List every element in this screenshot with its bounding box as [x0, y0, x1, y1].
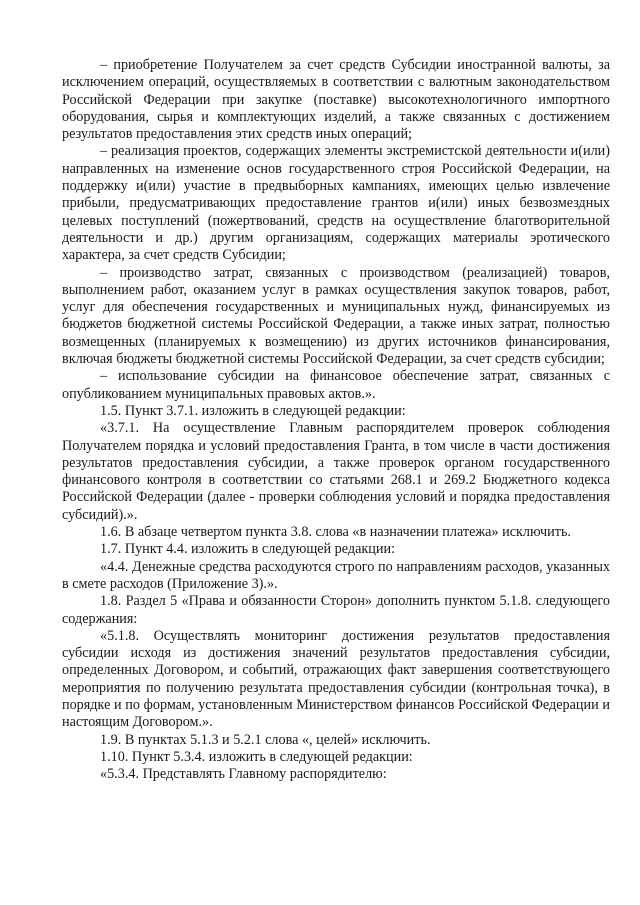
paragraph-item-1-10: 1.10. Пункт 5.3.4. изложить в следующей редакции: [100, 748, 413, 765]
paragraph-extremist-projects: – реализация проектов, содержащих элементы экстремистской деятельности и(или) направленных на изменение основ государственного строя Российской Федерации, на поддержку и(или) участие в предвыборных кампаниях, имеющих целью извлечение прибыли, предусматривающих предоставление грантов и(или) иных безвозмездных целевых поступлений (пожертвований, средств на осуществление благотворительной деятельности и др.) другим организациям, содержащих материалы эротического характера, за счет средств Субсидии; [62, 143, 610, 264]
paragraph-item-1-9: 1.9. В пунктах 5.1.3 и 5.2.1 слова «, целей» исключить. [100, 731, 431, 748]
paragraph-clause-5-3-4: «5.3.4. Представлять Главному распорядителю: [100, 766, 387, 783]
paragraph-item-1-8: 1.8. Раздел 5 «Права и обязанности Сторон» дополнить пунктом 5.1.8. следующего содержания: [62, 593, 610, 627]
paragraph-item-1-6: 1.6. В абзаце четвертом пункта 3.8. слова «в назначении платежа» исключить. [100, 524, 571, 541]
paragraph-legal-acts-publication: – использование субсидии на финансовое обеспечение затрат, связанных с опубликованием муниципальных правовых актов.». [62, 368, 610, 402]
paragraph-currency-purchase: – приобретение Получателем за счет средств Субсидии иностранной валюты, за исключением операций, осуществляемых в соответствии с валютным законодательством Российской Федерации при закупке (поставке) высокотехнологичного импортного оборудования, сырья и комплектующих изделий, а также связанных с достижением результатов предоставления этих средств иных операций; [62, 57, 610, 143]
paragraph-cost-production: – производство затрат, связанных с производством (реализацией) товаров, выполнением работ, оказанием услуг в рамках осуществления закупок товаров, работ, услуг для обеспечения государственных и муниципальных нужд, финансируемых из бюджетов бюджетной системы Российской Федерации, а также иных затрат, полностью возмещенных (планируемых к возмещению) из других источников финансирования, включая бюджеты бюджетной системы Российской Федерации, за счет средств субсидии; [62, 264, 610, 368]
document-page [62, 57, 610, 783]
paragraph-clause-3-7-1: «3.7.1. На осуществление Главным распорядителем проверок соблюдения Получателем порядка и условий предоставления Гранта, в том числе в части достижения результатов предоставления субсидии, а также проверок органом государственного финансового контроля в соответствии со статьями 268.1 и 269.2 Бюджетного кодекса Российской Федерации (далее - проверки соблюдения условий и порядка предоставления субсидий).». [62, 420, 610, 523]
paragraph-item-1-7: 1.7. Пункт 4.4. изложить в следующей редакции: [100, 541, 396, 558]
paragraph-item-1-5: 1.5. Пункт 3.7.1. изложить в следующей редакции: [100, 402, 406, 419]
paragraph-clause-4-4: «4.4. Денежные средства расходуются строго по направлениям расходов, указанных в смете расходов (Приложение 3).». [62, 558, 610, 592]
paragraph-clause-5-1-8: «5.1.8. Осуществлять мониторинг достижения результатов предоставления субсидии исходя из достижения значений результатов предоставления субсидии, определенных Договором, и событий, отражающих факт завершения соответствующего мероприятия по получению результата предоставления субсидии (контрольная точка), в порядке и по формам, установленным Министерством финансов Российской Федерации и настоящим Договором.». [62, 627, 610, 731]
